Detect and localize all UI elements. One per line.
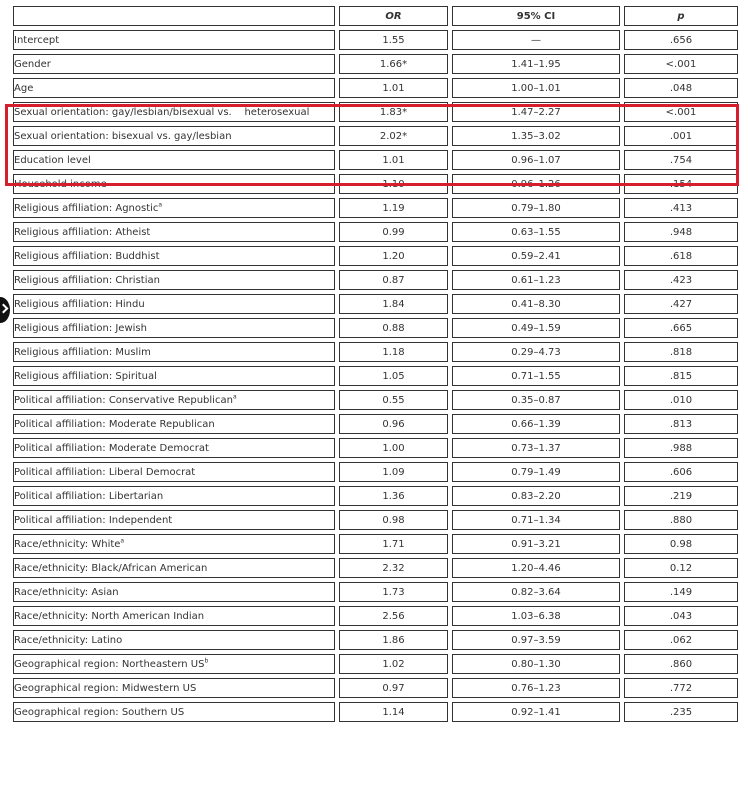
odds-ratio: 0.55 <box>339 390 448 410</box>
odds-ratio: 1.01 <box>339 78 448 98</box>
footnote-marker: b <box>204 657 209 665</box>
row-label-cell <box>13 78 335 98</box>
p-value: .010 <box>624 390 738 410</box>
row-label-cell <box>13 534 335 554</box>
confidence-interval: 0.97–3.59 <box>452 630 620 650</box>
p-value: .235 <box>624 702 738 722</box>
confidence-interval: 0.63–1.55 <box>452 222 620 242</box>
confidence-interval: 0.96–1.07 <box>452 150 620 170</box>
row-label-cell <box>13 102 335 122</box>
header-p: p <box>624 6 738 26</box>
odds-ratio: 1.10 <box>339 174 448 194</box>
p-value: .815 <box>624 366 738 386</box>
row-label: Religious affiliation: Buddhist <box>14 250 160 262</box>
row-label-cell <box>13 150 335 170</box>
confidence-interval: 0.82–3.64 <box>452 582 620 602</box>
row-label-cell <box>13 270 335 290</box>
odds-ratio: 2.02* <box>339 126 448 146</box>
confidence-interval: 0.79–1.80 <box>452 198 620 218</box>
header-ci: 95% CI <box>452 6 620 26</box>
p-value: .001 <box>624 126 738 146</box>
odds-ratio: 1.36 <box>339 486 448 506</box>
footnote-marker: a <box>158 201 163 209</box>
p-value: 0.12 <box>624 558 738 578</box>
p-value: .427 <box>624 294 738 314</box>
row-label: Race/ethnicity: White <box>14 538 121 550</box>
row-label: Religious affiliation: Spiritual <box>14 370 157 382</box>
header-or: OR <box>339 6 448 26</box>
table-row <box>13 534 738 554</box>
confidence-interval: 1.41–1.95 <box>452 54 620 74</box>
row-label-cell <box>13 558 335 578</box>
confidence-interval: 0.83–2.20 <box>452 486 620 506</box>
table-row <box>13 462 738 482</box>
odds-ratio: 0.97 <box>339 678 448 698</box>
table-row <box>13 582 738 602</box>
confidence-interval: 0.61–1.23 <box>452 270 620 290</box>
p-value: .423 <box>624 270 738 290</box>
regression-table <box>9 2 742 726</box>
row-label-cell <box>13 222 335 242</box>
table-row <box>13 510 738 530</box>
p-value: .656 <box>624 30 738 50</box>
odds-ratio: 1.19 <box>339 198 448 218</box>
table-row <box>13 678 738 698</box>
p-value: .754 <box>624 150 738 170</box>
row-label-cell <box>13 678 335 698</box>
p-value: .048 <box>624 78 738 98</box>
odds-ratio: 1.66* <box>339 54 448 74</box>
table-row <box>13 318 738 338</box>
confidence-interval: 1.47–2.27 <box>452 102 620 122</box>
p-value: .880 <box>624 510 738 530</box>
row-label-cell <box>13 366 335 386</box>
odds-ratio: 1.55 <box>339 30 448 50</box>
row-label: Geographical region: Northeastern US <box>14 658 205 670</box>
table-row <box>13 54 738 74</box>
row-label: Religious affiliation: Atheist <box>14 226 151 238</box>
p-value: .154 <box>624 174 738 194</box>
table-row <box>13 78 738 98</box>
odds-ratio: 0.96 <box>339 414 448 434</box>
confidence-interval: — <box>452 30 620 50</box>
p-value: .948 <box>624 222 738 242</box>
row-label-cell <box>13 126 335 146</box>
confidence-interval: 0.91–3.21 <box>452 534 620 554</box>
table-row <box>13 246 738 266</box>
row-label: Geographical region: Southern US <box>14 706 185 718</box>
odds-ratio: 0.98 <box>339 510 448 530</box>
row-label-cell <box>13 294 335 314</box>
row-label: Race/ethnicity: Latino <box>14 634 123 646</box>
p-value: .062 <box>624 630 738 650</box>
row-label: Political affiliation: Moderate Democrat <box>14 442 209 454</box>
row-label: Religious affiliation: Agnostic <box>14 202 159 214</box>
confidence-interval: 0.66–1.39 <box>452 414 620 434</box>
table-row <box>13 30 738 50</box>
row-label: Political affiliation: Independent <box>14 514 173 526</box>
row-label: Political affiliation: Conservative Republican <box>14 394 233 406</box>
row-label-cell <box>13 654 335 674</box>
row-label: Religious affiliation: Jewish <box>14 322 147 334</box>
odds-ratio: 1.83* <box>339 102 448 122</box>
row-label-cell <box>13 174 335 194</box>
confidence-interval: 0.76–1.23 <box>452 678 620 698</box>
odds-ratio: 2.32 <box>339 558 448 578</box>
row-label-cell <box>13 462 335 482</box>
confidence-interval: 1.35–3.02 <box>452 126 620 146</box>
p-value: .813 <box>624 414 738 434</box>
confidence-interval: 0.71–1.55 <box>452 366 620 386</box>
row-label-cell <box>13 414 335 434</box>
row-label-cell <box>13 486 335 506</box>
odds-ratio: 1.18 <box>339 342 448 362</box>
table-row <box>13 294 738 314</box>
table-row <box>13 702 738 722</box>
confidence-interval: 1.03–6.38 <box>452 606 620 626</box>
row-label: Geographical region: Midwestern US <box>14 682 197 694</box>
chevron-right-icon <box>0 304 8 314</box>
p-value: .413 <box>624 198 738 218</box>
table-row <box>13 438 738 458</box>
row-label: Political affiliation: Libertarian <box>14 490 164 502</box>
p-value: .988 <box>624 438 738 458</box>
odds-ratio: 1.01 <box>339 150 448 170</box>
odds-ratio: 1.73 <box>339 582 448 602</box>
confidence-interval: 0.96–1.26 <box>452 174 620 194</box>
table-row <box>13 222 738 242</box>
odds-ratio: 0.88 <box>339 318 448 338</box>
p-value: .618 <box>624 246 738 266</box>
confidence-interval: 0.49–1.59 <box>452 318 620 338</box>
table-row <box>13 630 738 650</box>
p-value: .043 <box>624 606 738 626</box>
p-value: .219 <box>624 486 738 506</box>
row-label-cell <box>13 342 335 362</box>
confidence-interval: 1.20–4.46 <box>452 558 620 578</box>
table-row <box>13 366 738 386</box>
table-row <box>13 486 738 506</box>
odds-ratio: 1.02 <box>339 654 448 674</box>
row-label: Education level <box>14 154 91 166</box>
row-label-cell <box>13 246 335 266</box>
footnote-marker: a <box>232 393 237 401</box>
row-label: Intercept <box>14 34 60 46</box>
confidence-interval: 0.29–4.73 <box>452 342 620 362</box>
row-label-cell <box>13 198 335 218</box>
confidence-interval: 0.59–2.41 <box>452 246 620 266</box>
p-value: .860 <box>624 654 738 674</box>
p-value: <.001 <box>624 54 738 74</box>
row-label: Race/ethnicity: North American Indian <box>14 610 205 622</box>
row-label: Sexual orientation: bisexual vs. gay/lesbian <box>14 130 232 142</box>
odds-ratio: 1.09 <box>339 462 448 482</box>
row-label: Age <box>14 82 34 94</box>
p-value: .772 <box>624 678 738 698</box>
confidence-interval: 0.80–1.30 <box>452 654 620 674</box>
table-body <box>13 30 738 722</box>
row-label-cell <box>13 390 335 410</box>
confidence-interval: 0.79–1.49 <box>452 462 620 482</box>
table-row <box>13 102 738 122</box>
p-value: .606 <box>624 462 738 482</box>
odds-ratio: 2.56 <box>339 606 448 626</box>
confidence-interval: 0.35–0.87 <box>452 390 620 410</box>
row-label-cell <box>13 630 335 650</box>
odds-ratio: 1.71 <box>339 534 448 554</box>
row-label: Sexual orientation: gay/lesbian/bisexual vs. heterosexual <box>14 106 310 118</box>
odds-ratio: 1.20 <box>339 246 448 266</box>
table-row <box>13 126 738 146</box>
footnote-marker: a <box>120 537 125 545</box>
confidence-interval: 1.00–1.01 <box>452 78 620 98</box>
odds-ratio: 0.87 <box>339 270 448 290</box>
table-row <box>13 270 738 290</box>
row-label-cell <box>13 510 335 530</box>
table-row <box>13 654 738 674</box>
row-label: Religious affiliation: Hindu <box>14 298 145 310</box>
row-label-cell <box>13 54 335 74</box>
odds-ratio: 1.05 <box>339 366 448 386</box>
confidence-interval: 0.92–1.41 <box>452 702 620 722</box>
confidence-interval: 0.73–1.37 <box>452 438 620 458</box>
table-row <box>13 414 738 434</box>
table-row <box>13 198 738 218</box>
confidence-interval: 0.41–8.30 <box>452 294 620 314</box>
table-row <box>13 558 738 578</box>
row-label-cell <box>13 438 335 458</box>
odds-ratio: 1.00 <box>339 438 448 458</box>
row-label: Household income <box>14 178 107 190</box>
table-row <box>13 174 738 194</box>
p-value: <.001 <box>624 102 738 122</box>
p-value: .149 <box>624 582 738 602</box>
p-value: .665 <box>624 318 738 338</box>
table-row <box>13 606 738 626</box>
table-row <box>13 150 738 170</box>
row-label-cell <box>13 30 335 50</box>
row-label-cell <box>13 318 335 338</box>
odds-ratio: 1.14 <box>339 702 448 722</box>
table-row <box>13 342 738 362</box>
row-label: Gender <box>14 58 51 70</box>
odds-ratio: 1.86 <box>339 630 448 650</box>
row-label-cell <box>13 606 335 626</box>
header-label <box>13 6 335 26</box>
row-label-cell <box>13 582 335 602</box>
row-label: Race/ethnicity: Asian <box>14 586 119 598</box>
odds-ratio: 0.99 <box>339 222 448 242</box>
p-value: .818 <box>624 342 738 362</box>
table-row <box>13 390 738 410</box>
confidence-interval: 0.71–1.34 <box>452 510 620 530</box>
row-label: Race/ethnicity: Black/African American <box>14 562 208 574</box>
odds-ratio: 1.84 <box>339 294 448 314</box>
row-label: Religious affiliation: Muslim <box>14 346 151 358</box>
row-label: Political affiliation: Liberal Democrat <box>14 466 196 478</box>
row-label: Political affiliation: Moderate Republican <box>14 418 215 430</box>
row-label: Religious affiliation: Christian <box>14 274 160 286</box>
row-label-cell <box>13 702 335 722</box>
table-header-row <box>13 6 738 26</box>
p-value: 0.98 <box>624 534 738 554</box>
